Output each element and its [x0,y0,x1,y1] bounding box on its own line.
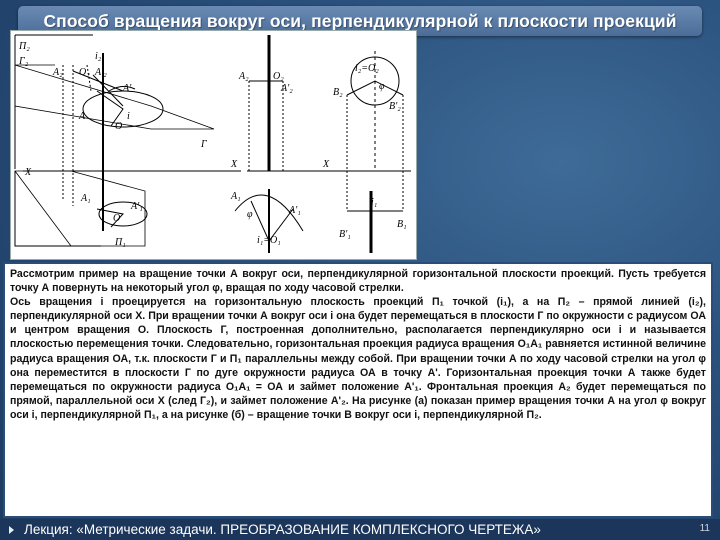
label-o: O [115,121,123,132]
label-ap: A' [123,83,132,94]
label-c-b2p: B'₂ [389,101,401,112]
label-o2: O₂ [79,67,90,78]
footer-bar [0,519,720,540]
label-c-b1p: B'₁ [339,229,351,240]
label-o1: O [113,213,121,224]
label-c-b2: B₂ [333,87,343,98]
pictorial-labels [18,41,207,248]
label-b-a1p: A'₁ [289,205,301,216]
orthographic-labels-a [230,71,301,246]
label-a: A [79,111,86,122]
label-b-a2: A₂ [239,71,249,82]
label-x: X [25,167,32,178]
label-b-i1o1: i₁=O₁ [257,235,281,246]
orthographic-drawing-a [235,35,321,253]
paragraph-intro: Рассмотрим пример на вращение точки А вокруг оси, перпендикулярной горизонтальной плоскости проекций. Пусть требуется точку А повернуть на некоторый угол φ, вращая по ходу часовой стрелки. [10,268,706,295]
label-b-phi: φ [247,209,253,220]
label-c-b1: B₁ [397,219,407,230]
paragraph-explanation: Ось вращения i проецируется на горизонтальную плоскость проекций П₁ точкой (i₁), а на П₂ – прямой линией (i₂), перпендикулярной оси X. При вращении точки А вокруг оси i она будет перемещаться в плоскости Г по окружности с радиусом ОА и центром вращения О. Плоскость Г, построенная дополнительно, располагается перпендикулярно оси i и называется плоскостью перемещения точки. Следовательно, горизонтальная проекция радиуса вращения О₁А₁ равняется истинной величине радиуса вращения ОА, т.к. плоскости Г и П₁ параллельны между собой. При вращении точки А по ходу часовой стрелки на угол φ она переместится в плоскости Г по дуге окружности радиуса ОА в точку А'. Горизонтальная проекция точки А также будет перемещаться по окружности радиуса О₁А₁ = ОА и займет положение А'₁. Фронтальная проекция А₂ будет перемещаться по прямой, параллельной оси Х (след Г₂), и займет положение А'₂. На рисунке (а) показан пример вращения точки А на угол φ вокруг оси i, перпендикулярной П₁, а на рисунке (б) – вращение точки В вокруг оси i, перпендикулярной П₂. [10,296,706,421]
explanation-text-box [3,262,713,518]
lecture-title: Лекция: «Метрические задачи. ПРЕОБРАЗОВАНИЕ КОМПЛЕКСНОГО ЧЕРТЕЖА» [24,522,541,537]
label-c-x: X [323,159,330,170]
label-a2p: A'₂ [95,67,107,78]
label-a2: A₂ [53,67,63,78]
label-b-a2p: A'₂ [281,83,293,94]
bullet-arrow-icon [9,526,14,534]
orthographic-labels-b [322,63,407,240]
label-pi1: П₁ [115,237,126,248]
label-b-o2: O₂ [273,71,284,82]
label-i2: i₂ [95,51,102,62]
label-a1p: A'₁ [131,201,143,212]
label-c-i1: i₁ [371,197,378,208]
rotation-figure [10,30,417,260]
slide-title: Способ вращения вокруг оси, перпендикулярной к плоскости проекций [43,10,677,31]
label-b-x: X [231,159,238,170]
pictorial-drawing [15,35,241,246]
label-i: i [127,111,130,122]
label-c-phi: φ [379,81,385,92]
label-pi2: П₂ [19,41,30,52]
label-c-i2o2: i₂=O₂ [355,63,379,74]
label-gamma2: Г₂ [19,56,29,67]
slide-number: 11 [699,523,710,534]
label-a1: A₁ [81,193,91,204]
label-gamma: Г [201,139,207,150]
label-b-a1: A₁ [231,191,241,202]
